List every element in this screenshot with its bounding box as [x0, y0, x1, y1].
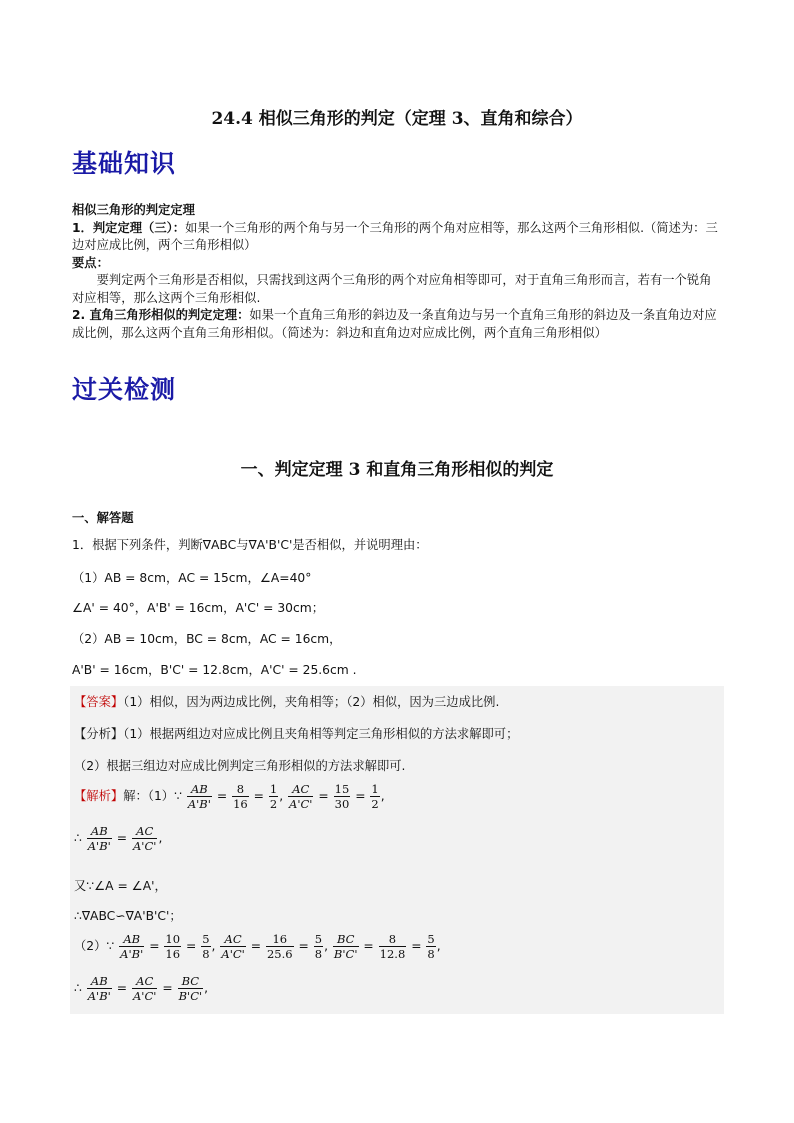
solution-line-2: （2）∵ $\frac{AB}{A'B'}$ = $\frac{10}{16}$ = $\frac{5}{8}$ , $\frac{AC}{A'C'}$ = $\frac{16}{25.6}$ = $\frac{5}{8}$ , $\frac{BC}{B'C'}$ = $\frac{8}{12.8}$ = $\frac{5}{8}$ , [74, 932, 441, 961]
fraction-bc-over-bpcp-2: $\frac{BC}{B'C'}$ [178, 974, 203, 1003]
fraction-5-over-8: $\frac{5}{8}$ [202, 932, 210, 961]
fraction-ab-over-apbp-4: $\frac{AB}{A'B'}$ [87, 974, 111, 1003]
therefore-symbol-2: ∴ [74, 981, 82, 995]
therefore-symbol: ∴ [74, 831, 82, 845]
solution-line-1: 【解析】解：（1）∵ $\frac{AB}{A'B'}$ = $\frac{8}{16}$ = $\frac{1}{2}$ , $\frac{AC}{A'C'}$ = $\frac{15}{30}$ = $\frac{1}{2}$ , [74, 782, 385, 811]
fraction-16-over-25-6: $\frac{16}{25.6}$ [266, 932, 293, 961]
keypoint-label: 要点： [72, 255, 109, 270]
fraction-bc-over-bpcp: $\frac{BC}{B'C'}$ [333, 932, 358, 961]
fraction-8-over-12-8: $\frac{8}{12.8}$ [379, 932, 406, 961]
fraction-ac-over-apcp-2: $\frac{AC}{A'C'}$ [133, 824, 157, 853]
fraction-5-over-8-b: $\frac{5}{8}$ [314, 932, 323, 961]
solution-conclusion-1: ∴∇ABC∽∇A'B'C'； [74, 909, 182, 923]
fraction-ab-over-apbp-2: $\frac{AB}{A'B'}$ [87, 824, 111, 853]
fraction-8-over-16: $\frac{8}{16}$ [233, 782, 248, 811]
solution-therefore-2: ∴ $\frac{AB}{A'B'}$ = $\frac{AC}{A'C'}$ = $\frac{BC}{B'C'}$ , [74, 974, 209, 1003]
section-heading-check: 过关检测 [72, 375, 177, 404]
fraction-1-over-2-b: $\frac{1}{2}$ [371, 782, 379, 811]
answer-text: （1）相似，因为两边成比例，夹角相等；（2）相似，因为三边成比例. [123, 695, 500, 709]
item1-label: 1．判定定理（三）： [72, 220, 186, 235]
condition-1-line-1: （1）AB = 8cm，AC = 15cm，∠A=40° [72, 571, 312, 585]
analysis-line-2: （2）根据三组边对应成比例判定三角形相似的方法求解即可. [74, 759, 406, 773]
part-title: 一、判定定理 3 和直角三角形相似的判定 [240, 460, 554, 480]
fraction-ab-over-apbp: $\frac{AB}{A'B'}$ [187, 782, 211, 811]
solution-therefore-1: ∴ $\frac{AB}{A'B'}$ = $\frac{AC}{A'C'}$ , [74, 824, 163, 853]
item2-label: 2. 直角三角形相似的判定定理： [72, 308, 250, 322]
solution-label: 【解析】 [74, 789, 124, 803]
fraction-10-over-16: $\frac{10}{16}$ [165, 932, 181, 961]
basic-knowledge-block [72, 202, 722, 342]
condition-1-line-2: ∠A' = 40°，A'B' = 16cm，A'C' = 30cm； [72, 601, 325, 615]
fraction-5-over-8-c: $\frac{5}{8}$ [427, 932, 435, 961]
keypoint-text: 要判定两个三角形是否相似，只需找到这两个三角形的两个对应角相等即可，对于直角三角形而言，若有一个锐角对应相等，那么这两个三角形相似. [72, 273, 712, 305]
fraction-15-over-30: $\frac{15}{30}$ [334, 782, 350, 811]
section-heading-basic: 基础知识 [72, 149, 177, 178]
answer-line [74, 692, 499, 710]
fraction-ab-over-apbp-3: $\frac{AB}{A'B'}$ [120, 932, 144, 961]
item1-text: 如果一个三角形的两个角与另一个三角形的两个角对应相等，那么这两个三角形相似.（简述为：三边对应成比例，两个三角形相似） [72, 220, 718, 252]
document-title: 24.4 相似三角形的判定（定理 3、直角和综合） [211, 109, 583, 129]
answer-label: 【答案】 [74, 695, 124, 709]
solution-also-line: 又∵∠A = ∠A'， [74, 879, 167, 893]
fraction-1-over-2: $\frac{1}{2}$ [269, 782, 278, 811]
solution-panel [70, 686, 724, 1014]
condition-2-line-2: A'B' = 16cm，B'C' = 12.8cm，A'C' = 25.6cm . [72, 663, 357, 677]
part2-lead: （2）∵ [74, 939, 115, 953]
question-type: 一、解答题 [72, 511, 134, 525]
question-intro: 1．根据下列条件，判断∇ABC与∇A'B'C'是否相似，并说明理由： [72, 538, 428, 552]
analysis-line-1 [74, 724, 518, 742]
fraction-ac-over-apcp: $\frac{AC}{A'C'}$ [289, 782, 313, 811]
analysis-label: 【分析】 [74, 727, 124, 741]
fraction-ac-over-apcp-3: $\frac{AC}{A'C'}$ [221, 932, 245, 961]
fraction-ac-over-apcp-4: $\frac{AC}{A'C'}$ [133, 974, 157, 1003]
condition-2-line-1: （2）AB = 10cm，BC = 8cm，AC = 16cm， [72, 632, 342, 646]
analysis-text-1: （1）根据两组边对应成比例且夹角相等判定三角形相似的方法求解即可； [123, 727, 519, 741]
basic-heading: 相似三角形的判定定理 [72, 203, 195, 217]
item2-text: 如果一个直角三角形的斜边及一条直角边与另一个直角三角形的斜边及一条直角边对应成比例，那么这两个直角三角形相似。（简述为：斜边和直角边对应成比例，两个直角三角形相似） [72, 308, 717, 340]
solution-lead: 解：（1）∵ [123, 789, 182, 803]
